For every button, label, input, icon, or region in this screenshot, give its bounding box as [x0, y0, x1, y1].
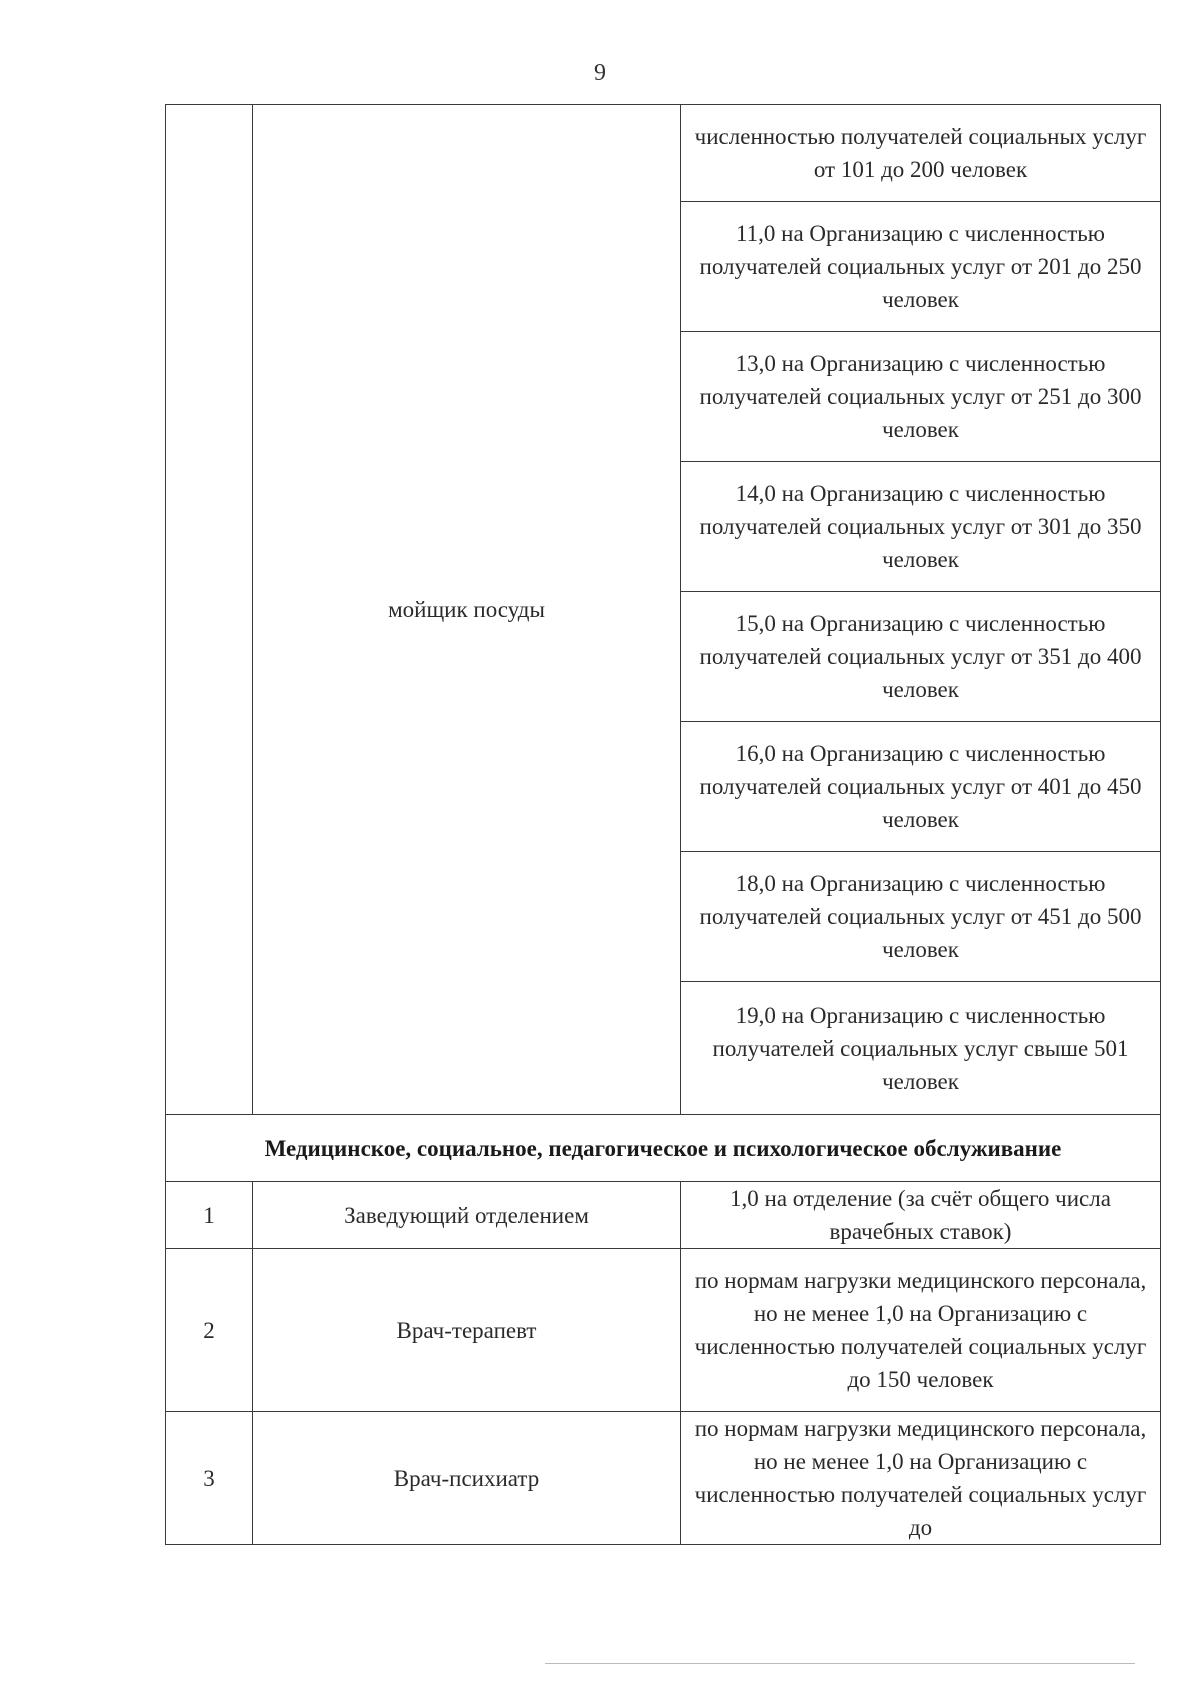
table-row: [166, 1412, 1161, 1545]
norm-cell: 11,0 на Организацию с численностью получателей социальных услуг от 201 до 250 человек: [681, 202, 1161, 332]
norm-cell: 16,0 на Организацию с численностью получателей социальных услуг от 401 до 450 человек: [681, 722, 1161, 852]
position-cell: [253, 105, 681, 1115]
section-header-row: [166, 1115, 1161, 1182]
norm-cell: 15,0 на Организацию с численностью получателей социальных услуг от 351 до 400 человек: [681, 592, 1161, 722]
position-cell: Врач-психиатр: [253, 1412, 681, 1545]
staffing-norms-table: [165, 104, 1161, 1545]
norm-cell: численностью получателей социальных услуг от 101 до 200 человек: [681, 105, 1161, 202]
norm-cell: 13,0 на Организацию с численностью получателей социальных услуг от 251 до 300 человек: [681, 332, 1161, 462]
norm-cell: 14,0 на Организацию с численностью получателей социальных услуг от 301 до 350 человек: [681, 462, 1161, 592]
section-header: Медицинское, социальное, педагогическое и психологическое обслуживание: [166, 1115, 1161, 1182]
table-row: [166, 105, 1161, 202]
number-cell-empty: [166, 105, 253, 1115]
row-number: 3: [166, 1412, 253, 1545]
row-number: 2: [166, 1249, 253, 1412]
norm-cell: 19,0 на Организацию с численностью получателей социальных услуг свыше 501 человек: [681, 982, 1161, 1115]
footer-rule: [545, 1663, 1135, 1664]
position-cell: Врач-терапевт: [253, 1249, 681, 1412]
position-label: мойщик посуды: [388, 597, 545, 622]
table-row: [166, 1249, 1161, 1412]
norm-cell: по нормам нагрузки медицинского персонала, но не менее 1,0 на Организацию с численностью получателей социальных услуг до 150 человек: [681, 1249, 1161, 1412]
table-row: [166, 1182, 1161, 1249]
position-cell: Заведующий отделением: [253, 1182, 681, 1249]
norm-cell: 18,0 на Организацию с численностью получателей социальных услуг от 451 до 500 человек: [681, 852, 1161, 982]
norm-cell: 1,0 на отделение (за счёт общего числа врачебных ставок): [681, 1182, 1161, 1249]
page-number: 9: [594, 60, 606, 86]
norm-cell: по нормам нагрузки медицинского персонала, но не менее 1,0 на Организацию с численностью получателей социальных услуг до: [681, 1412, 1161, 1545]
row-number: 1: [166, 1182, 253, 1249]
